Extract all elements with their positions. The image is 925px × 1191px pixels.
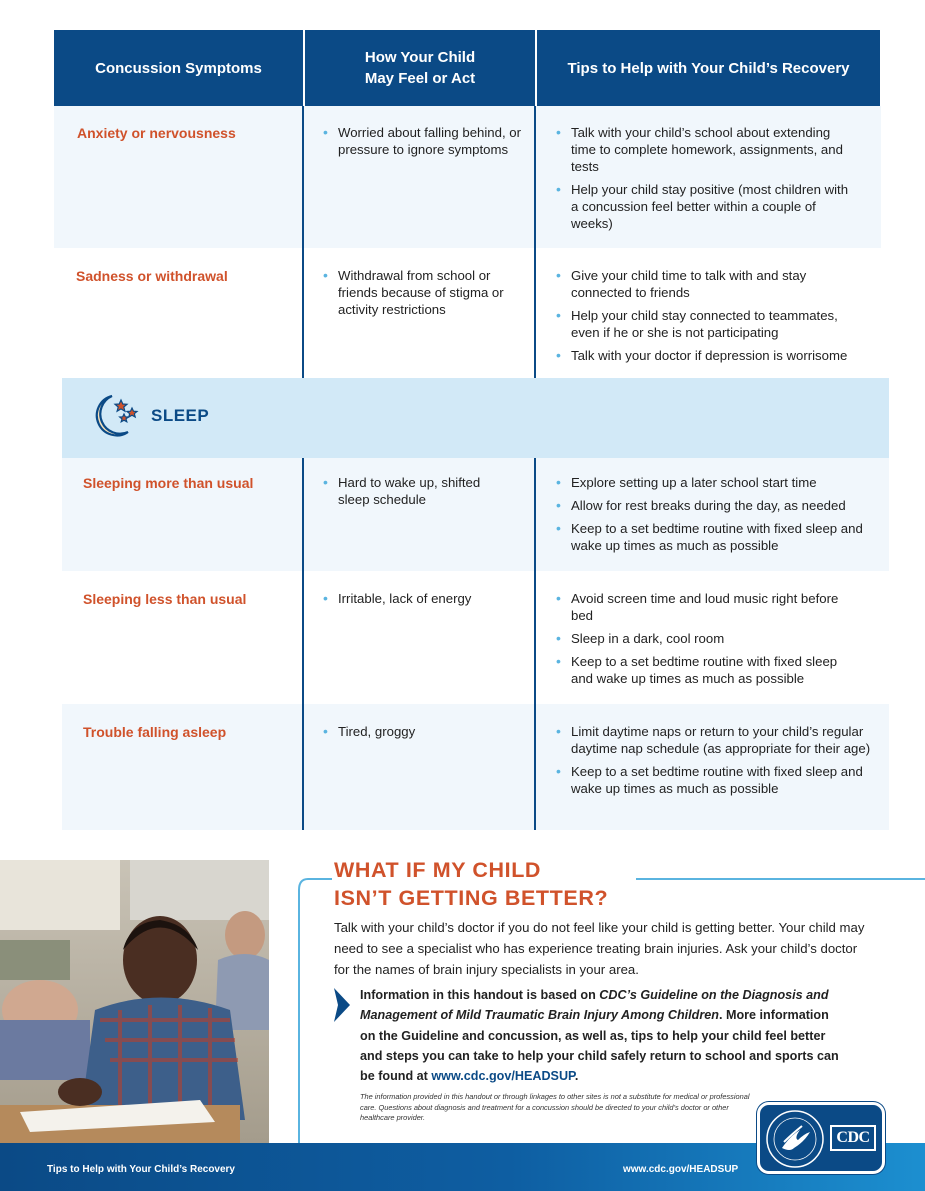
list-item: • Help your child stay connected to teammates, even if he or she is not participating — [556, 307, 866, 341]
list-item: • Sleep in a dark, cool room — [556, 630, 856, 647]
tips-list — [556, 474, 866, 560]
column-divider — [534, 106, 536, 378]
info-prefix: Information in this handout is based on — [360, 988, 600, 1002]
feel-list — [323, 267, 513, 324]
symptom-label: Sleeping more than usual — [83, 475, 254, 491]
feel-list — [323, 474, 513, 514]
list-item: • Hard to wake up, shifted sleep schedule — [323, 474, 513, 508]
tips-list — [556, 590, 856, 693]
symptom-label: Trouble falling asleep — [83, 724, 227, 740]
what-if-title-line2: ISN’T GETTING BETTER? — [334, 886, 609, 910]
column-divider — [534, 458, 536, 830]
info-paragraph — [360, 985, 840, 1086]
hhs-eagle-icon — [764, 1108, 826, 1170]
sleep-section-title: SLEEP — [151, 406, 210, 425]
tips-list — [556, 124, 856, 238]
list-item: • Withdrawal from school or friends because of stigma or activity restrictions — [323, 267, 513, 318]
list-item: • Help your child stay positive (most children with a concussion feel better within a couple of weeks) — [556, 181, 856, 232]
header-tips — [537, 30, 880, 106]
tips-list — [556, 267, 866, 370]
symptom-label: Sleeping less than usual — [83, 591, 247, 607]
footer-title: Tips to Help with Your Child’s Recovery — [47, 1164, 235, 1175]
header-feel — [305, 30, 535, 106]
student-writing-photo — [0, 860, 269, 1143]
list-item: • Irritable, lack of energy — [323, 590, 513, 607]
list-item: • Keep to a set bedtime routine with fixed sleep and wake up times as much as possible — [556, 653, 856, 687]
info-middle: . More information on the Guideline and concussion, as well as, tips to help your child feel better and steps you can take to help your child safely return to school and sports can be found at — [360, 1008, 839, 1084]
list-item: • Keep to a set bedtime routine with fixed sleep and wake up times as much as possible — [556, 520, 866, 554]
column-divider — [302, 106, 304, 378]
symptom-label: Anxiety or nervousness — [77, 125, 236, 141]
list-item: • Worried about falling behind, or pressure to ignore symptoms — [323, 124, 523, 158]
feel-list — [323, 723, 513, 746]
footer-url[interactable]: www.cdc.gov/HEADSUP — [623, 1164, 739, 1175]
header-symptoms — [54, 30, 303, 106]
cdc-logo-text: CDC — [836, 1129, 870, 1146]
header-feel-label: How Your Child May Feel or Act — [364, 49, 476, 87]
list-item: • Tired, groggy — [323, 723, 513, 740]
feel-list — [323, 124, 523, 164]
what-if-paragraph: Talk with your child’s doctor if you do not feel like your child is getting better. Your child may need to see a specialist who has experience treating brain injuries. Ask your child’s doctor for the names of brain injury specialists in your area. — [334, 920, 865, 977]
list-item: • Talk with your doctor if depression is worrisome — [556, 347, 866, 364]
list-item: • Avoid screen time and loud music right before bed — [556, 590, 856, 624]
list-item: • Explore setting up a later school start time — [556, 474, 866, 491]
tips-list — [556, 723, 871, 803]
what-if-title-line1: WHAT IF MY CHILD — [334, 858, 542, 882]
list-item: • Give your child time to talk with and stay connected to friends — [556, 267, 866, 301]
arrow-right-icon — [332, 987, 352, 1023]
column-divider — [302, 458, 304, 830]
cdc-logo — [757, 1102, 885, 1174]
list-item: • Allow for rest breaks during the day, as needed — [556, 497, 866, 514]
what-if-title — [334, 856, 608, 912]
disclaimer: The information provided in this handout or through linkages to other sites is not a substitute for medical or professional care. Questions about diagnosis and treatment for a concussion should be directed to your child’s doctor or other healthcare provider. — [360, 1092, 750, 1122]
symptom-label: Sadness or withdrawal — [76, 268, 228, 284]
list-item: • Talk with your child’s school about extending time to complete homework, assignments, and tests — [556, 124, 856, 175]
header-tips-label: Tips to Help with Your Child’s Recovery — [567, 59, 850, 77]
list-item: • Keep to a set bedtime routine with fixed sleep and wake up times as much as possible — [556, 763, 871, 797]
info-guideline-title: CDC’s Guideline on the Diagnosis and Management of Mild Traumatic Brain Injury Among Children — [360, 988, 829, 1023]
info-end: . — [574, 1069, 579, 1084]
list-item: • Limit daytime naps or return to your child’s regular daytime nap schedule (as appropriate for their age) — [556, 723, 871, 757]
headsup-link[interactable]: www.cdc.gov/HEADSUP — [431, 1069, 575, 1084]
moon-stars-icon — [88, 392, 140, 440]
header-symptoms-label: Concussion Symptoms — [95, 59, 262, 77]
feel-list — [323, 590, 513, 613]
